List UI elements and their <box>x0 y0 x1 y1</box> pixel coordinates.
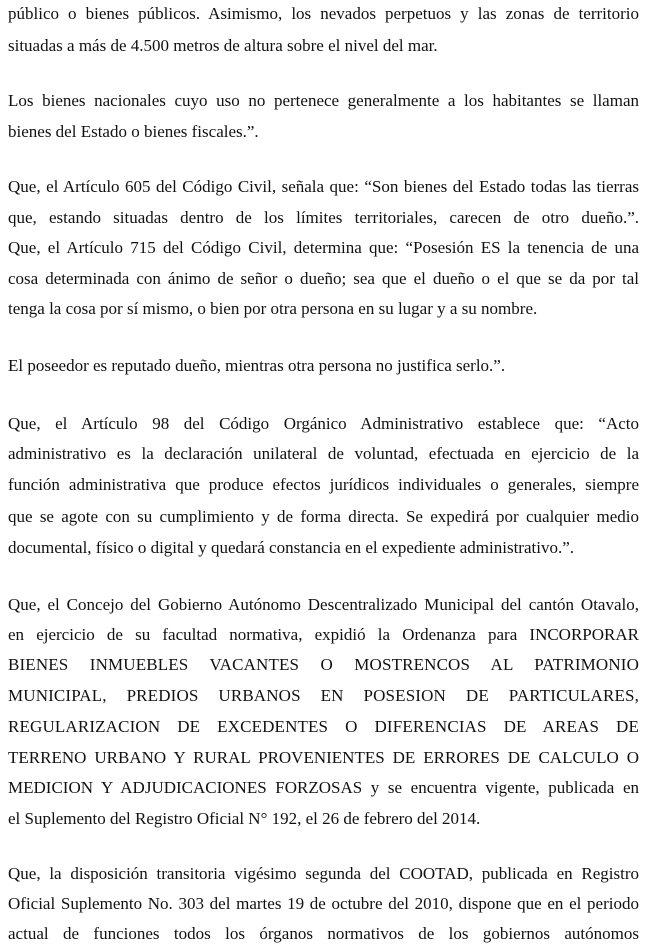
text-line: Que, el Artículo 98 del Código Orgánico Administrativo establece que: “Acto <box>8 414 639 433</box>
text-line: REGULARIZACION DE EXCEDENTES O DIFERENCIAS DE AREAS DE <box>8 717 639 736</box>
text-line: documental, físico o digital y quedará constancia en el expediente administrativo.”. <box>8 538 574 557</box>
text-line: Los bienes nacionales cuyo uso no pertenece generalmente a los habitantes se llaman <box>8 91 639 110</box>
text-line: que, estando situadas dentro de los límites territoriales, carecen de otro dueño.”. <box>8 208 639 227</box>
text-line: MEDICION Y ADJUDICACIONES FORZOSAS y se encuentra vigente, publicada en <box>8 778 639 797</box>
text-line: función administrativa que produce efectos jurídicos individuales o generales, siempre <box>8 475 639 494</box>
text-line: administrativo es la declaración unilateral de voluntad, efectuada en ejercicio de la <box>8 444 639 463</box>
text-line: BIENES INMUEBLES VACANTES O MOSTRENCOS AL PATRIMONIO <box>8 655 639 674</box>
text-line: cosa determinada con ánimo de señor o dueño; sea que el dueño o el que se da por tal <box>8 269 639 288</box>
text-line: Que, el Artículo 715 del Código Civil, determina que: “Posesión ES la tenencia de una <box>8 238 639 257</box>
text-line: Que, la disposición transitoria vigésimo segunda del COOTAD, publicada en Registro <box>8 864 639 883</box>
text-line: actual de funciones todos los órganos normativos de los gobiernos autónomos <box>8 924 639 943</box>
text-line: tenga la cosa por sí mismo, o bien por otra persona en su lugar y a su nombre. <box>8 299 538 318</box>
text-line: TERRENO URBANO Y RURAL PROVENIENTES DE ERRORES DE CALCULO O <box>8 748 639 767</box>
text-line: El poseedor es reputado dueño, mientras otra persona no justifica serlo.”. <box>8 356 506 375</box>
text-line: Que, el Artículo 605 del Código Civil, señala que: “Son bienes del Estado todas las tierras <box>8 177 639 196</box>
text-line: bienes del Estado o bienes fiscales.”. <box>8 122 259 141</box>
text-line: MUNICIPAL, PREDIOS URBANOS EN POSESION DE PARTICULARES, <box>8 686 639 705</box>
text-line: el Suplemento del Registro Oficial N° 192, el 26 de febrero del 2014. <box>8 809 481 828</box>
text-line: que se agote con su cumplimiento y de forma directa. Se expedirá por cualquier medio <box>8 507 639 526</box>
text-line: Que, el Concejo del Gobierno Autónomo Descentralizado Municipal del cantón Otavalo, <box>8 595 639 614</box>
text-line: en ejercicio de su facultad normativa, expidió la Ordenanza para INCORPORAR <box>8 625 639 644</box>
text-line: público o bienes públicos. Asimismo, los nevados perpetuos y las zonas de territorio <box>8 4 639 23</box>
text-line: Oficial Suplemento No. 303 del martes 19 de octubre del 2010, dispone que en el periodo <box>8 894 639 913</box>
text-line: situadas a más de 4.500 metros de altura sobre el nivel del mar. <box>8 36 438 55</box>
